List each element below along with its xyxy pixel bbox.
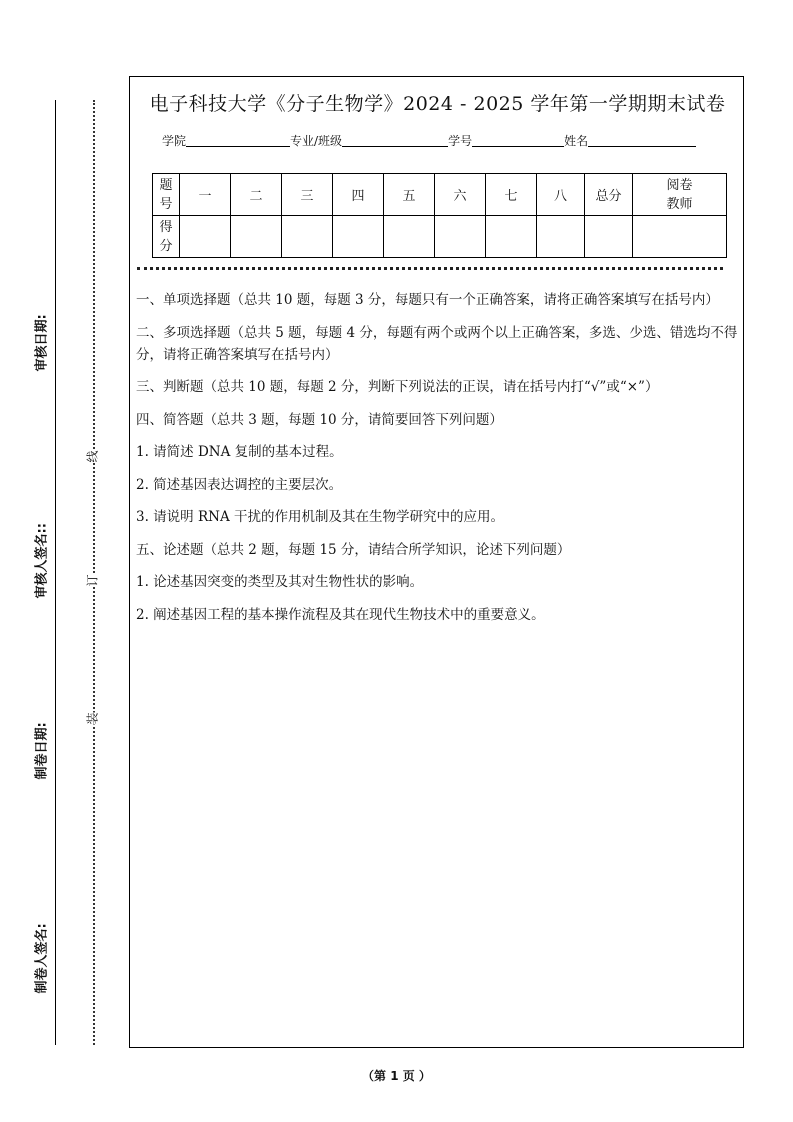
score-table-header-row xyxy=(153,174,727,216)
section-essay: 五、论述题（总共 2 题，每题 15 分，请结合所学知识，论述下列问题） xyxy=(136,541,571,558)
page-number: （第 1 页 ） xyxy=(362,1069,431,1083)
column-3: 三 xyxy=(282,174,333,216)
name-label: 姓名 xyxy=(564,134,589,148)
score-cell[interactable] xyxy=(180,216,231,258)
question-number-label: 题 号 xyxy=(153,174,180,216)
score-cell[interactable] xyxy=(537,216,585,258)
binding-char-xian: 线 xyxy=(85,450,100,463)
exam-content xyxy=(136,289,738,636)
section-short-answer: 四、简答题（总共 3 题，每题 10 分，请简要回答下列问题） xyxy=(136,411,503,428)
reviewer-cell[interactable] xyxy=(633,216,727,258)
reviewer-column: 阅卷 教师 xyxy=(633,174,727,216)
column-6: 六 xyxy=(435,174,486,216)
score-cell[interactable] xyxy=(282,216,333,258)
column-total: 总分 xyxy=(585,174,633,216)
maker-signature-label: 制卷人签名: xyxy=(34,923,50,994)
score-table xyxy=(152,173,727,258)
score-cell[interactable] xyxy=(435,216,486,258)
score-cell[interactable] xyxy=(585,216,633,258)
column-7: 七 xyxy=(486,174,537,216)
college-field[interactable] xyxy=(186,134,290,147)
score-cell[interactable] xyxy=(231,216,282,258)
essay-question-2: 2. 阐述基因工程的基本操作流程及其在现代生物技术中的重要意义。 xyxy=(136,606,545,623)
major-field[interactable] xyxy=(342,134,448,147)
column-1: 一 xyxy=(180,174,231,216)
section-multiple-choice: 二、多项选择题（总共 5 题，每题 4 分，每题有两个或两个以上正确答案，多选、少选、错选均不得分，请将正确答案填写在括号内） xyxy=(136,324,738,363)
exam-title: 电子科技大学《分子生物学》2024 - 2025 学年第一学期期末试卷 xyxy=(149,93,726,115)
binding-char-ding: 订 xyxy=(85,574,100,587)
score-cell[interactable] xyxy=(384,216,435,258)
section-true-false: 三、判断题（总共 10 题，每题 2 分，判断下列说法的正误，请在括号内打“√”或“×”） xyxy=(136,379,659,395)
score-cell[interactable] xyxy=(486,216,537,258)
essay-question-1: 1. 论述基因突变的类型及其对生物性状的影响。 xyxy=(136,574,424,590)
student-id-label: 学号 xyxy=(448,134,473,148)
short-answer-question-3: 3. 请说明 RNA 干扰的作用机制及其在生物学研究中的应用。 xyxy=(136,509,504,525)
column-8: 八 xyxy=(537,174,585,216)
review-date-label: 审核日期: xyxy=(34,314,50,372)
binding-solid-line xyxy=(55,100,56,1045)
score-table-score-row xyxy=(153,216,727,258)
binding-dotted-line xyxy=(93,100,95,1045)
make-date-label: 制卷日期: xyxy=(34,722,50,780)
separator-dotted-line xyxy=(137,267,723,270)
section-single-choice: 一、单项选择题（总共 10 题，每题 3 分，每题只有一个正确答案，请将正确答案填写在括号内） xyxy=(136,292,719,308)
reviewer-signature-label: 审核人签名:: xyxy=(34,523,50,599)
column-2: 二 xyxy=(231,174,282,216)
short-answer-question-1: 1. 请简述 DNA 复制的基本过程。 xyxy=(136,444,343,460)
column-4: 四 xyxy=(333,174,384,216)
score-label: 得 分 xyxy=(153,216,180,258)
binding-char-zhuang: 装 xyxy=(85,712,100,725)
column-5: 五 xyxy=(384,174,435,216)
student-id-field[interactable] xyxy=(472,134,564,147)
college-label: 学院 xyxy=(162,134,187,148)
score-cell[interactable] xyxy=(333,216,384,258)
student-info-row xyxy=(162,132,696,149)
exam-frame xyxy=(129,76,744,1048)
major-label: 专业/班级 xyxy=(290,134,343,148)
short-answer-question-2: 2. 简述基因表达调控的主要层次。 xyxy=(136,476,343,493)
name-field[interactable] xyxy=(588,134,696,147)
